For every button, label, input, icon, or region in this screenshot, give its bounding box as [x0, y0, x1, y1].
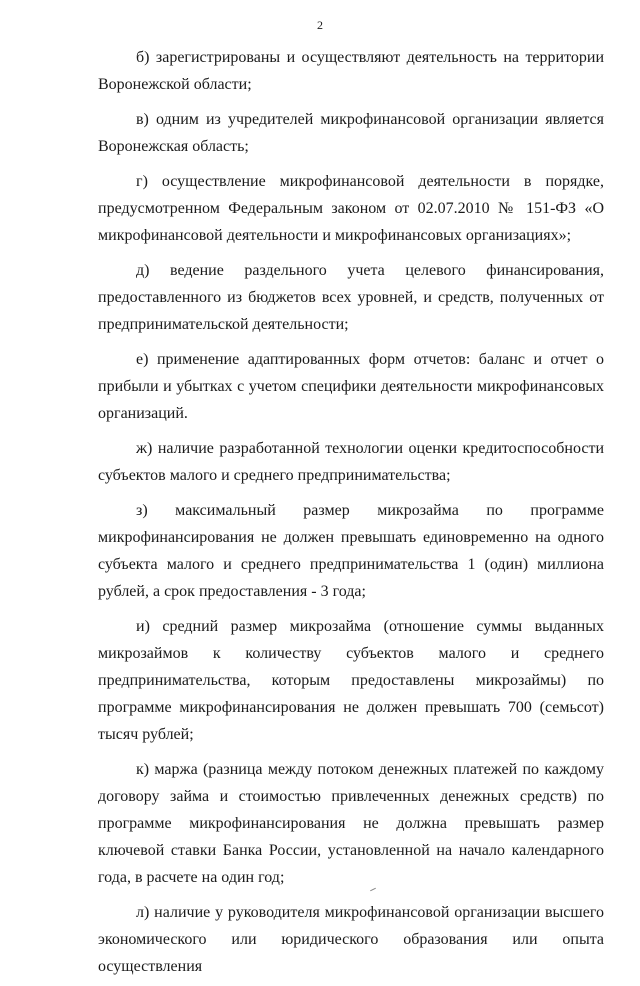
list-item-k: к) маржа (разница между потоком денежных платежей по каждому договору займа и стоимостью привлеченных денежных средств) по программе микрофинансирования не должна превышать размер ключевой ставки Банка России, установленной на начало календарного года, в расчете на один год; — [98, 761, 604, 886]
list-item-l: л) наличие у руководителя микрофинансовой организации высшего экономического или юридического образования или опыта осуществления — [98, 904, 604, 975]
list-item-zh: ж) наличие разработанной технологии оценки кредитоспособности субъектов малого и среднего предпринимательства; — [98, 440, 604, 484]
list-item-v: в) одним из учредителей микрофинансовой организации является Воронежская область; — [98, 111, 604, 155]
list-item-d: д) ведение раздельного учета целевого финансирования, предоставленного из бюджетов всех уровней, и средств, полученных от предпринимательской деятельности; — [98, 262, 604, 333]
list-item-z: з) максимальный размер микрозайма по программе микрофинансирования не должен превышать единовременно на одного субъекта малого и среднего предпринимательства 1 (один) миллиона рублей, а срок предоставления - 3 года; — [98, 502, 604, 600]
list-item-b: б) зарегистрированы и осуществляют деятельность на территории Воронежской области; — [98, 49, 604, 93]
document-body — [98, 44, 604, 986]
page-number: 2 — [317, 18, 323, 32]
list-item-e: е) применение адаптированных форм отчетов: баланс и отчет о прибыли и убытках с учетом специфики деятельности микрофинансовых организаций. — [98, 351, 604, 422]
list-item-i: и) средний размер микрозайма (отношение суммы выданных микрозаймов к количеству субъектов малого и среднего предпринимательства, которым предоставлены микрозаймы) по программе микрофинансирования не должен превышать 700 (семьсот) тысяч рублей; — [98, 618, 604, 743]
list-item-g: г) осуществление микрофинансовой деятельности в порядке, предусмотренном Федеральным законом от 02.07.2010 № 151-ФЗ «О микрофинансовой деятельности и микрофинансовых организациях»; — [98, 173, 604, 244]
